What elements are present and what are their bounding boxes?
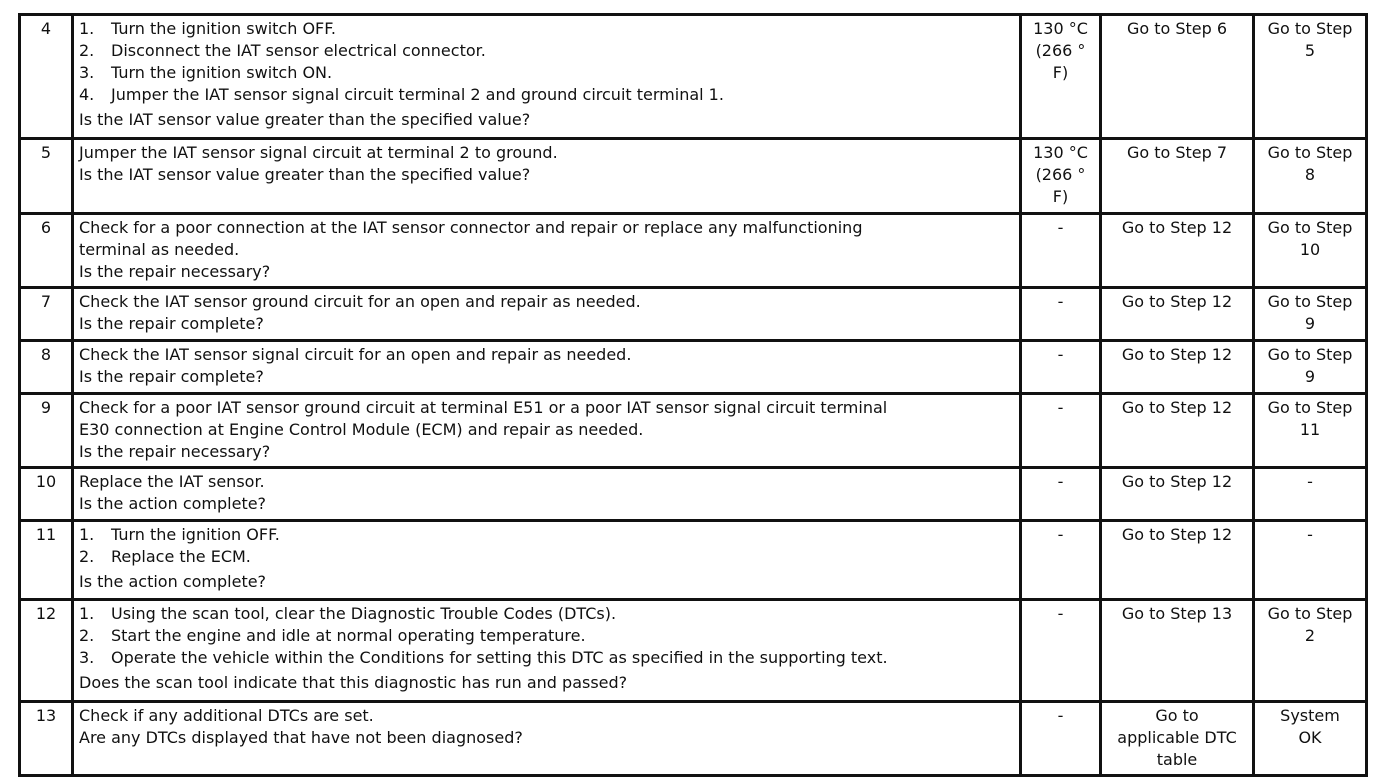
yes-line: Go to Step 12 [1121, 398, 1233, 417]
step-question: Is the IAT sensor value greater than the specified value? [79, 110, 531, 129]
yes-cell [1101, 394, 1254, 468]
instruction-text: Using the scan tool, clear the Diagnostic Trouble Codes (DTCs). [111, 604, 617, 623]
no-line: 5 [1304, 41, 1316, 60]
no-line: 10 [1299, 240, 1321, 259]
yes-cell [1101, 288, 1254, 341]
no-line: Go to Step [1267, 604, 1353, 623]
table-row [20, 15, 1367, 139]
value-cell [1021, 15, 1101, 139]
action-line: Check the IAT sensor signal circuit for an open and repair as needed. [79, 345, 632, 364]
no-cell [1254, 214, 1367, 288]
no-line: 2 [1304, 626, 1316, 645]
instruction-text: Start the engine and idle at normal operating temperature. [111, 626, 586, 645]
step-question: Does the scan tool indicate that this diagnostic has run and passed? [79, 673, 628, 692]
yes-line: Go to [1155, 706, 1199, 725]
yes-line: Go to Step 12 [1121, 218, 1233, 237]
no-line: 9 [1304, 367, 1316, 386]
yes-cell [1101, 468, 1254, 521]
instruction-number: 2. [79, 41, 95, 60]
no-cell [1254, 288, 1367, 341]
value-cell [1021, 139, 1101, 214]
action-line: Is the IAT sensor value greater than the specified value? [79, 165, 531, 184]
table-row [20, 600, 1367, 702]
value-line: - [1057, 604, 1064, 623]
action-line: Are any DTCs displayed that have not been diagnosed? [79, 728, 523, 747]
no-cell [1254, 139, 1367, 214]
value-line: - [1057, 218, 1064, 237]
action-cell [73, 288, 1021, 341]
numbered-instruction [79, 546, 1015, 568]
yes-line: Go to Step 12 [1121, 345, 1233, 364]
value-cell [1021, 702, 1101, 776]
no-line: System [1280, 706, 1340, 725]
value-line: 130 °C [1033, 143, 1088, 162]
step-number: 10 [20, 468, 73, 521]
yes-cell [1101, 214, 1254, 288]
numbered-instruction [79, 84, 1015, 106]
step-number: 5 [20, 139, 73, 214]
yes-cell [1101, 600, 1254, 702]
no-line: Go to Step [1267, 19, 1353, 38]
step-number: 11 [20, 521, 73, 600]
value-cell [1021, 288, 1101, 341]
no-cell [1254, 394, 1367, 468]
value-cell [1021, 394, 1101, 468]
yes-line: Go to Step 13 [1121, 604, 1233, 623]
value-line: - [1057, 525, 1064, 544]
instruction-text: Replace the ECM. [111, 547, 251, 566]
yes-line: Go to Step 12 [1121, 292, 1233, 311]
no-line: 9 [1304, 314, 1316, 333]
value-line: (266 ° [1035, 41, 1086, 60]
action-cell [73, 15, 1021, 139]
yes-cell [1101, 521, 1254, 600]
action-cell [73, 468, 1021, 521]
diagnostic-table-body [20, 15, 1367, 776]
no-cell [1254, 341, 1367, 394]
no-line: Go to Step [1267, 345, 1353, 364]
value-cell [1021, 341, 1101, 394]
instruction-number: 2. [79, 547, 95, 566]
value-line: F) [1052, 63, 1069, 82]
action-line: Jumper the IAT sensor signal circuit at terminal 2 to ground. [79, 143, 558, 162]
action-cell [73, 600, 1021, 702]
action-line: Is the repair complete? [79, 314, 264, 333]
no-cell [1254, 600, 1367, 702]
instruction-number: 2. [79, 626, 95, 645]
no-line: Go to Step [1267, 143, 1353, 162]
yes-line: Go to Step 12 [1121, 472, 1233, 491]
action-line: Is the repair complete? [79, 367, 264, 386]
value-line: - [1057, 345, 1064, 364]
yes-cell [1101, 139, 1254, 214]
table-row [20, 341, 1367, 394]
action-cell [73, 702, 1021, 776]
step-number: 6 [20, 214, 73, 288]
action-line: Check for a poor IAT sensor ground circuit at terminal E51 or a poor IAT sensor signal circuit terminal [79, 398, 888, 417]
numbered-instruction [79, 524, 1015, 546]
yes-line: Go to Step 12 [1121, 525, 1233, 544]
action-line: E30 connection at Engine Control Module (ECM) and repair as needed. [79, 420, 644, 439]
numbered-instruction [79, 647, 1015, 669]
numbered-instruction [79, 40, 1015, 62]
value-line: - [1057, 706, 1064, 725]
value-cell [1021, 521, 1101, 600]
table-row [20, 702, 1367, 776]
yes-line: table [1156, 750, 1198, 769]
action-line: Is the repair necessary? [79, 442, 271, 461]
no-line: Go to Step [1267, 218, 1353, 237]
numbered-instruction [79, 625, 1015, 647]
no-line: 11 [1299, 420, 1321, 439]
action-line: Is the repair necessary? [79, 262, 271, 281]
yes-cell [1101, 341, 1254, 394]
no-cell [1254, 468, 1367, 521]
value-line: (266 ° [1035, 165, 1086, 184]
no-line: OK [1298, 728, 1322, 747]
instruction-text: Turn the ignition switch ON. [111, 63, 333, 82]
yes-cell [1101, 702, 1254, 776]
value-cell [1021, 468, 1101, 521]
step-number: 12 [20, 600, 73, 702]
instruction-text: Jumper the IAT sensor signal circuit terminal 2 and ground circuit terminal 1. [111, 85, 724, 104]
step-number: 4 [20, 15, 73, 139]
action-cell [73, 214, 1021, 288]
step-number: 7 [20, 288, 73, 341]
instruction-text: Disconnect the IAT sensor electrical connector. [111, 41, 486, 60]
numbered-instruction [79, 62, 1015, 84]
value-line: 130 °C [1033, 19, 1088, 38]
table-row [20, 468, 1367, 521]
instruction-text: Operate the vehicle within the Conditions for setting this DTC as specified in the supporting text. [111, 648, 888, 667]
action-line: Check for a poor connection at the IAT sensor connector and repair or replace any malfunctioning [79, 218, 863, 237]
table-row [20, 214, 1367, 288]
action-line: Is the action complete? [79, 494, 267, 513]
value-line: - [1057, 292, 1064, 311]
action-line: terminal as needed. [79, 240, 240, 259]
instruction-number: 1. [79, 19, 95, 38]
step-number: 8 [20, 341, 73, 394]
table-row [20, 521, 1367, 600]
instruction-number: 4. [79, 85, 95, 104]
no-line: Go to Step [1267, 398, 1353, 417]
instruction-text: Turn the ignition switch OFF. [111, 19, 336, 38]
table-row [20, 288, 1367, 341]
step-number: 13 [20, 702, 73, 776]
yes-line: Go to Step 7 [1126, 143, 1228, 162]
step-number: 9 [20, 394, 73, 468]
no-line: - [1307, 472, 1313, 491]
yes-line: applicable DTC [1117, 728, 1237, 747]
action-line: Check the IAT sensor ground circuit for an open and repair as needed. [79, 292, 641, 311]
no-cell [1254, 702, 1367, 776]
no-line: 8 [1304, 165, 1316, 184]
no-cell [1254, 521, 1367, 600]
numbered-instruction [79, 603, 1015, 625]
action-cell [73, 139, 1021, 214]
value-cell [1021, 214, 1101, 288]
instruction-number: 3. [79, 648, 95, 667]
action-cell [73, 521, 1021, 600]
action-line: Check if any additional DTCs are set. [79, 706, 374, 725]
value-line: - [1057, 398, 1064, 417]
value-cell [1021, 600, 1101, 702]
diagnostic-table [18, 13, 1368, 777]
action-cell [73, 341, 1021, 394]
instruction-text: Turn the ignition OFF. [111, 525, 280, 544]
yes-line: Go to Step 6 [1126, 19, 1228, 38]
instruction-number: 3. [79, 63, 95, 82]
numbered-instruction [79, 18, 1015, 40]
action-cell [73, 394, 1021, 468]
instruction-number: 1. [79, 525, 95, 544]
no-line: - [1307, 525, 1313, 544]
instruction-number: 1. [79, 604, 95, 623]
table-row [20, 139, 1367, 214]
action-line: Replace the IAT sensor. [79, 472, 265, 491]
value-line: - [1057, 472, 1064, 491]
value-line: F) [1052, 187, 1069, 206]
no-line: Go to Step [1267, 292, 1353, 311]
step-question: Is the action complete? [79, 572, 267, 591]
table-row [20, 394, 1367, 468]
yes-cell [1101, 15, 1254, 139]
no-cell [1254, 15, 1367, 139]
